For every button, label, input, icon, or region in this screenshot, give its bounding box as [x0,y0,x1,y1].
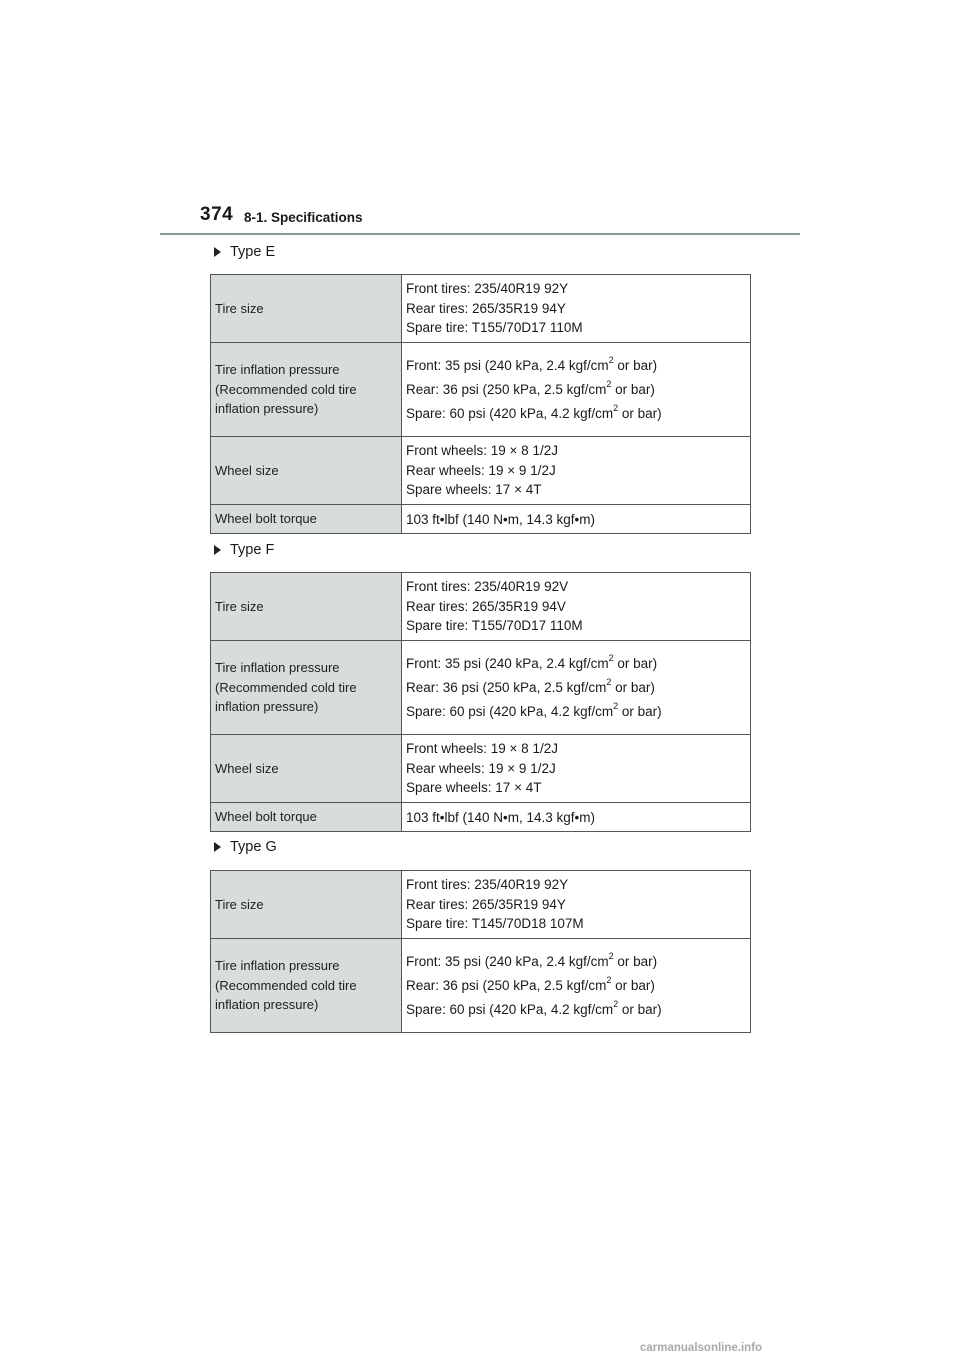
spare-pressure: Spare: 60 psi (420 kPa, 4.2 kgf/$cm^2$ or bar) [406,402,662,421]
wheel-size-label: Wheel size [211,437,402,505]
inflation-pressure-value [402,641,751,735]
watermark: carmanualsonline.info [640,1342,763,1354]
table-row [211,641,751,735]
inflation-pressure-label: Tire inflation pressure (Recommended cold tire inflation pressure) [211,939,402,1033]
triangle-bullet-icon [214,545,221,555]
type-e-heading [214,244,275,260]
type-f-heading-text: Type F [230,542,275,558]
wheel-size-value: Front wheels: 19 × 8 1/2J Rear wheels: 19 × 9 1/2J Spare wheels: 17 × 4T [402,437,751,505]
spare-pressure: Spare: 60 psi (420 kPa, 4.2 kgf/$cm^2$ or bar) [406,700,662,719]
type-f-spec-table [210,572,751,832]
table-row [211,505,751,534]
table-row [211,939,751,1033]
section-title: 8-1. Specifications [244,210,363,225]
table-row [211,803,751,832]
inflation-pressure-value [402,939,751,1033]
tire-size-label: Tire size [211,871,402,939]
header-rule [160,233,800,235]
bolt-torque-value: 103 ft•lbf (140 N•m, 14.3 kgf•m) [402,505,751,534]
inflation-pressure-value [402,343,751,437]
page-number: 374 [200,204,234,225]
front-pressure: Front: 35 psi (240 kPa, 2.4 kgf/$cm^2$ or bar) [406,950,658,969]
triangle-bullet-icon [214,842,221,852]
type-g-heading [214,839,277,855]
tire-size-value: Front tires: 235/40R19 92V Rear tires: 265/35R19 94V Spare tire: T155/70D17 110M [402,573,751,641]
page-header [160,204,800,234]
type-f-heading [214,542,274,558]
wheel-size-label: Wheel size [211,735,402,803]
wheel-size-value: Front wheels: 19 × 8 1/2J Rear wheels: 19 × 9 1/2J Spare wheels: 17 × 4T [402,735,751,803]
table-row [211,871,751,939]
rear-pressure: Rear: 36 psi (250 kPa, 2.5 kgf/$cm^2$ or bar) [406,378,655,397]
front-pressure: Front: 35 psi (240 kPa, 2.4 kgf/$cm^2$ or bar) [406,652,658,671]
type-g-heading-text: Type G [230,839,277,855]
table-row [211,573,751,641]
rear-pressure: Rear: 36 psi (250 kPa, 2.5 kgf/$cm^2$ or bar) [406,974,655,993]
tire-size-label: Tire size [211,275,402,343]
front-pressure: Front: 35 psi (240 kPa, 2.4 kgf/$cm^2$ or bar) [406,354,658,373]
table-row [211,343,751,437]
inflation-pressure-label: Tire inflation pressure (Recommended cold tire inflation pressure) [211,343,402,437]
triangle-bullet-icon [214,247,221,257]
rear-pressure: Rear: 36 psi (250 kPa, 2.5 kgf/$cm^2$ or bar) [406,676,655,695]
tire-size-value: Front tires: 235/40R19 92Y Rear tires: 265/35R19 94Y Spare tire: T155/70D17 110M [402,275,751,343]
bolt-torque-value: 103 ft•lbf (140 N•m, 14.3 kgf•m) [402,803,751,832]
tire-size-label: Tire size [211,573,402,641]
bolt-torque-label: Wheel bolt torque [211,803,402,832]
inflation-pressure-label: Tire inflation pressure (Recommended cold tire inflation pressure) [211,641,402,735]
type-e-heading-text: Type E [230,244,276,260]
type-g-spec-table [210,870,751,1033]
table-row [211,735,751,803]
tire-size-value: Front tires: 235/40R19 92Y Rear tires: 265/35R19 94Y Spare tire: T145/70D18 107M [402,871,751,939]
table-row [211,275,751,343]
spare-pressure: Spare: 60 psi (420 kPa, 4.2 kgf/$cm^2$ or bar) [406,998,662,1017]
type-e-spec-table [210,274,751,534]
bolt-torque-label: Wheel bolt torque [211,505,402,534]
table-row [211,437,751,505]
